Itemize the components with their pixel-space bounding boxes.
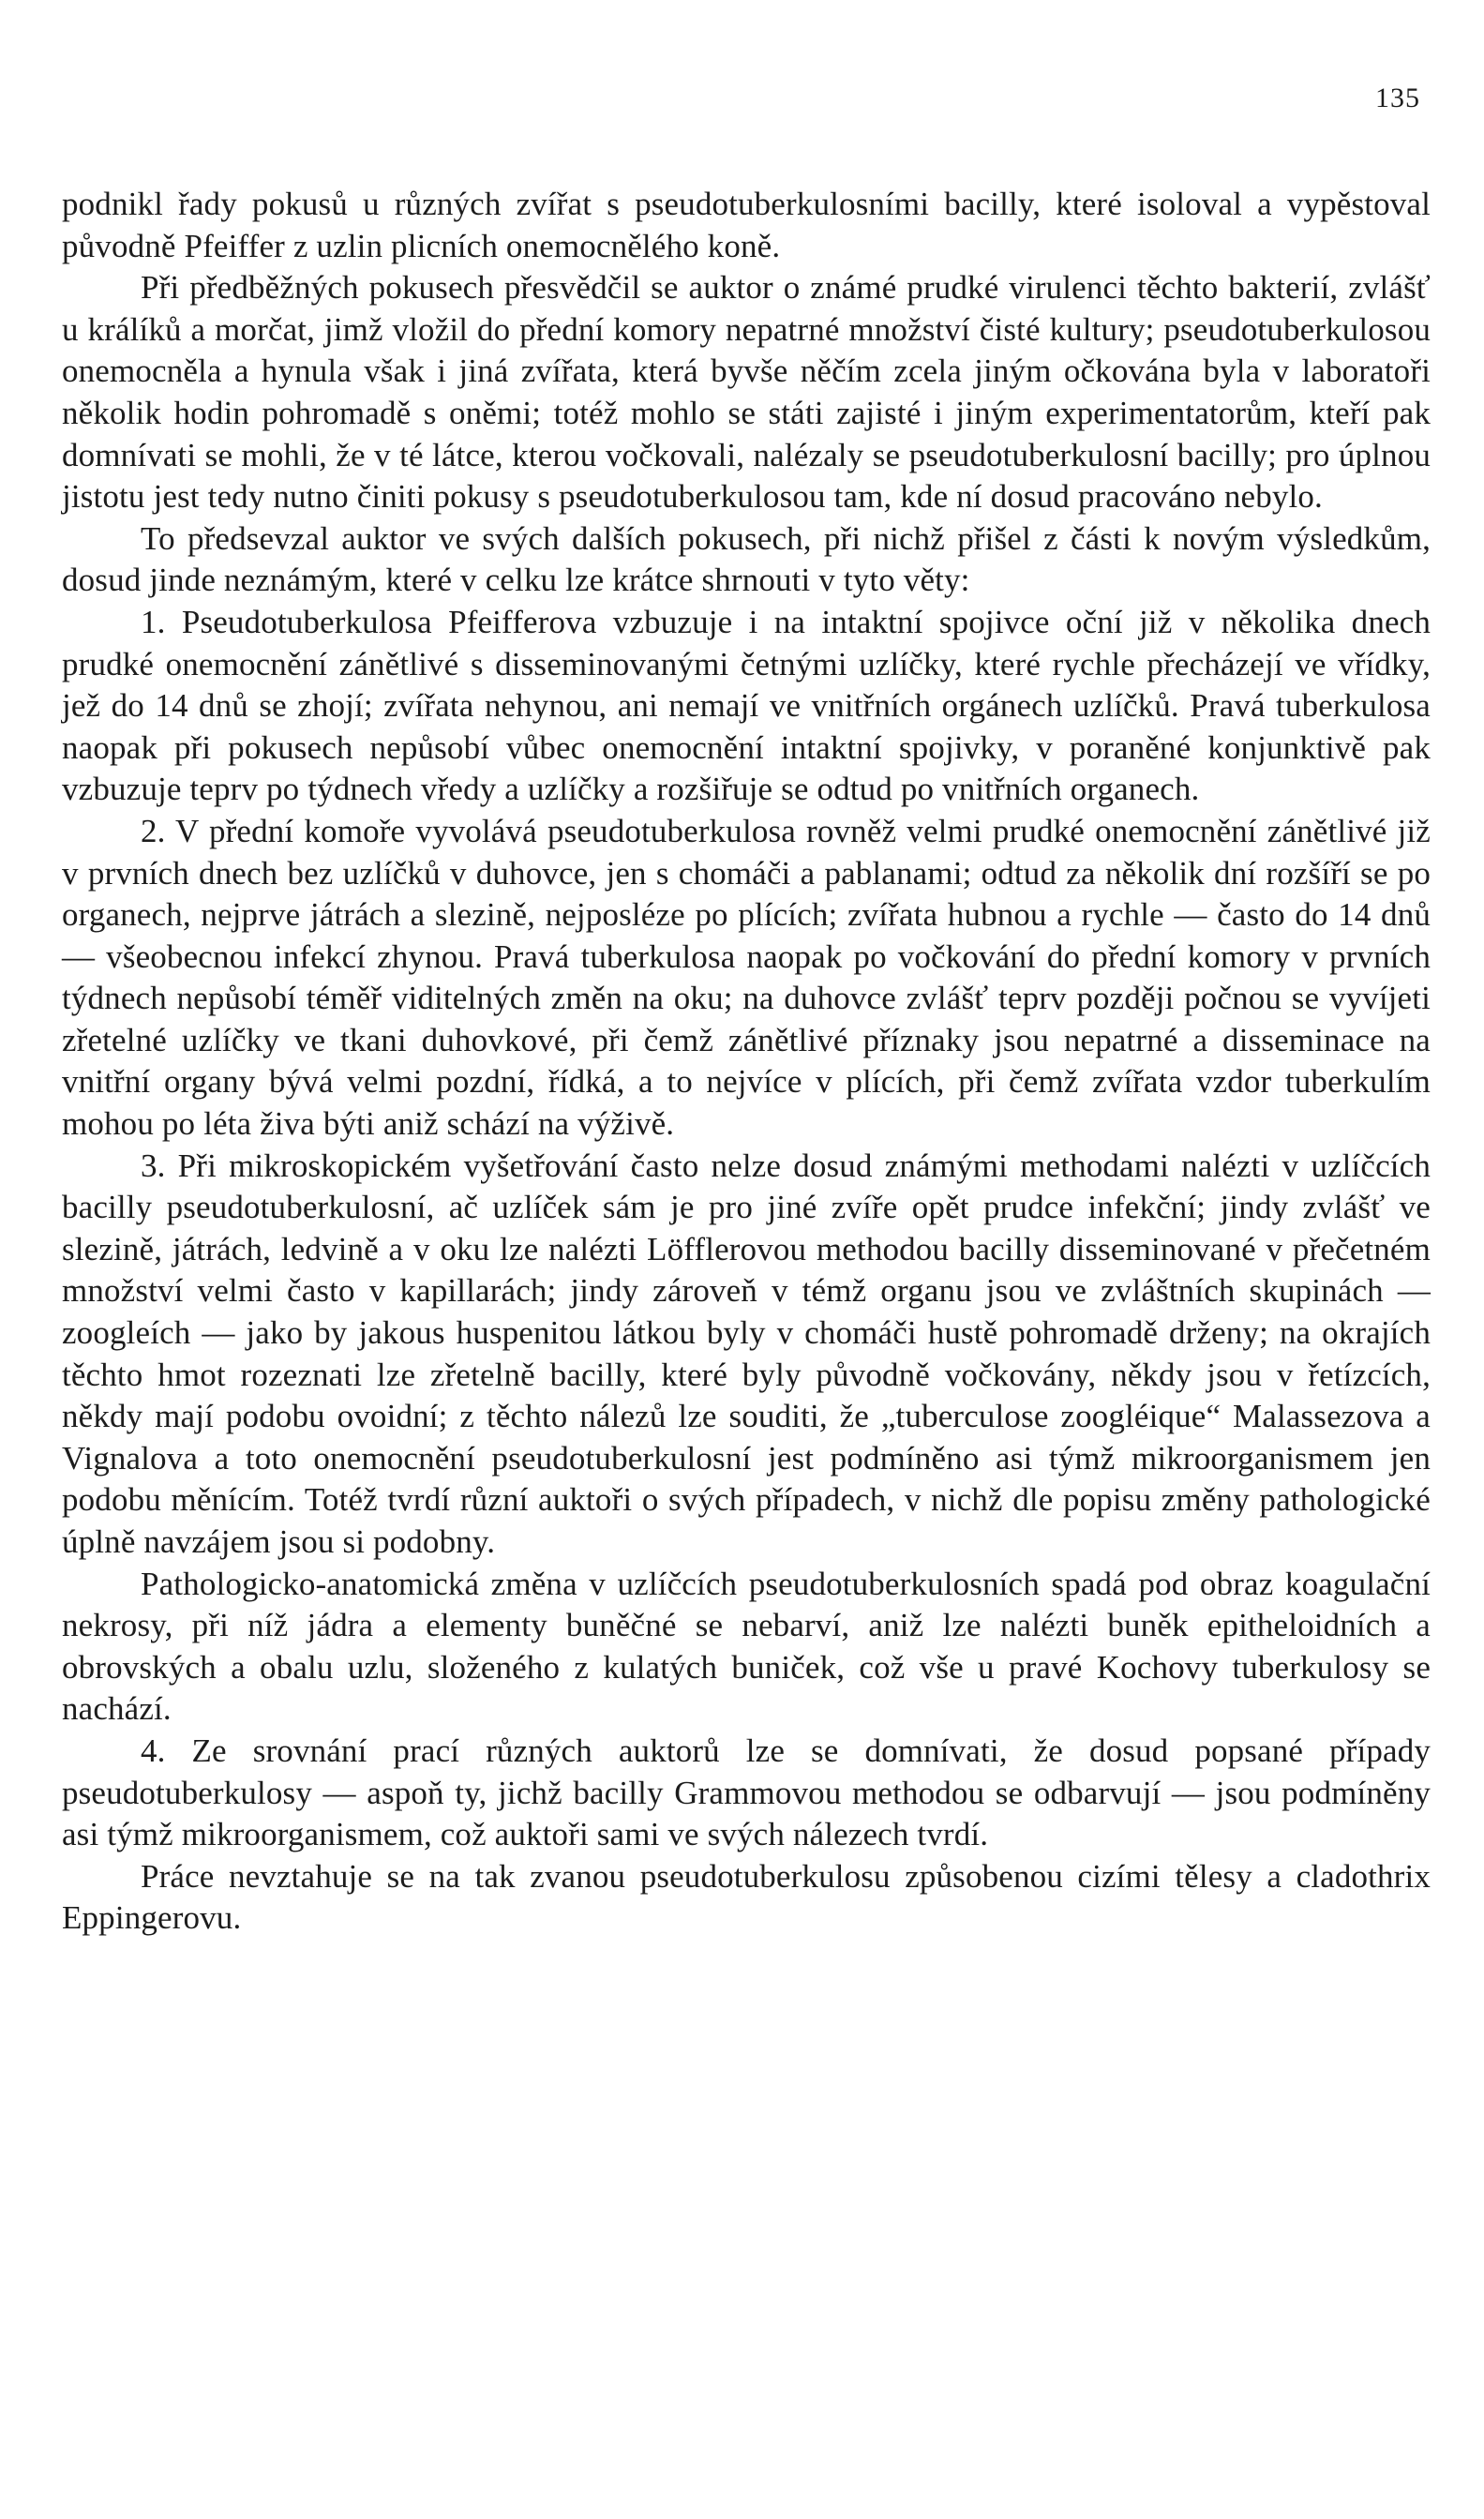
paragraph-pathology: Pathologicko-anatomická změna v uzlíčcích pseudotuberkulosních spadá pod obraz koagulační nekrosy, při níž jádra a elementy buněčné se nebarví, aniž lze nalézti buněk epitheloidních a obrovských a obalu uzlu, složeného z kulatých buniček, což vše u pravé Kochovy tuberkulosy se nachází. bbox=[62, 1565, 1431, 1728]
paragraph-continuation: podnikl řady pokusů u různých zvířat s pseudotuberkulosními bacilly, které isoloval a vypěstoval původně Pfeiffer z uzlin plicních onemocnělého koně. bbox=[62, 186, 1431, 264]
paragraph-preliminary-experiments: Při předběžných pokusech přesvědčil se auktor o známé prudké virulenci těchto bakterií, zvlášť u králíků a morčat, jimž vložil do přední komory nepatrné množství čisté kultury; pseudotuberkulosou onemocněla a hynula však i jiná zvířata, která byvše něčím zcela jiným očkována byla v laboratoři několik hodin pohromadě s oněmi; totéž mohlo se státi zajisté i jiným experimentatorům, kteří pak domnívati se mohli, že v té látce, kterou vočkovali, nalézaly se pseudotuberkulosní bacilly; pro úplnou jistotu jest tedy nutno činiti pokusy s pseudotuberkulosou tam, kde ní dosud pracováno nebylo. bbox=[62, 269, 1431, 516]
paragraph-finding-1: 1. Pseudotuberkulosa Pfeifferova vzbuzuje i na intaktní spojivce oční již v několika dnech prudké onemocnění zánětlivé s disseminovanými četnými uzlíčky, které rychle přecházejí ve vřídky, jež do 14 dnů se zhojí; zvířata nehynou, ani nemají ve vnitřních orgánech uzlíčků. Pravá tuberkulosa naopak při pokusech nepůsobí vůbec onemocnění intaktní spojivky, v poraněné konjunktivě pak vzbuzuje teprv po týdnech vředy a uzlíčky a rozšiřuje se odtud po vnitřních organech. bbox=[62, 603, 1431, 808]
paragraph-scope-note: Práce nevztahuje se na tak zvanou pseudotuberkulosu způsobenou cizími tělesy a cladothrix Eppingerovu. bbox=[62, 1857, 1431, 1937]
paragraph-finding-4: 4. Ze srovnání prací různých auktorů lze se domnívati, že dosud popsané případy pseudotuberkulosy — aspoň ty, jichž bacilly Grammovou methodou se odbarvují — jsou podmíněny asi týmž mikroorganismem, což auktoři sami ve svých nálezech tvrdí. bbox=[62, 1732, 1431, 1853]
body-text bbox=[62, 184, 1431, 1940]
paragraph-further-experiments: To předsevzal auktor ve svých dalších pokusech, při nichž přišel z části k novým výsledkům, dosud jinde neznámým, které v celku lze krátce shrnouti v tyto věty: bbox=[62, 519, 1431, 599]
paragraph-finding-3: 3. Při mikroskopickém vyšetřování často nelze dosud známými methodami nalézti v uzlíčcích bacilly pseudotuberkulosní, ač uzlíček sám je pro jiné zvíře opět prudce infekční; jindy zvlášť ve slezině, játrách, ledvině a v oku lze nalézti Löfflerovou methodou bacilly disseminované v přečetném množství velmi často v kapillarách; jindy zároveň v témž organu jsou ve zvláštních skupinách — zoogleích — jako by jakous huspenitou látkou byly v chomáči hustě pohromadě drženy; na okrajích těchto hmot rozeznati lze zřetelně bacilly, které byly původně vočkovány, někdy jsou v řetízcích, někdy mají podobu ovoidní; z těchto nálezů lze souditi, že „tuberculose zoogléique“ Malassezova a Vignalova a toto onemocnění pseudotuberkulosní jest podmíněno asi týmž mikroorganismem jen podobu měnícím. Totéž tvrdí různí auktoři o svých případech, v nichž dle popisu změny pathologické úplně navzájem jsou si podobny. bbox=[62, 1147, 1431, 1560]
paragraph-finding-2: 2. V přední komoře vyvolává pseudotuberkulosa rovněž velmi prudké onemocnění zánětlivé již v prvních dnech bez uzlíčků v duhovce, jen s chomáči a pablanami; odtud za několik dní rozšíří se po organech, nejprve játrách a slezině, nejposléze po plících; zvířata hubnou a rychle — často do 14 dnů — všeobecnou infekcí zhynou. Pravá tuberkulosa naopak po vočkování do přední komory v prvních týdnech nepůsobí téměř viditelných změn na oku; na duhovce zvlášť teprv později počnou se vyvíjeti zřetelné uzlíčky ve tkani duhovkové, při čemž zánětlivé příznaky jsou nepatrné a disseminace na vnitřní organy bývá velmi pozdní, řídká, a to nejvíce v plících, při čemž zvířata vzdor tuberkulím mohou po léta živa býti aniž schází na výživě. bbox=[62, 812, 1431, 1143]
page-number: 135 bbox=[1375, 82, 1420, 113]
